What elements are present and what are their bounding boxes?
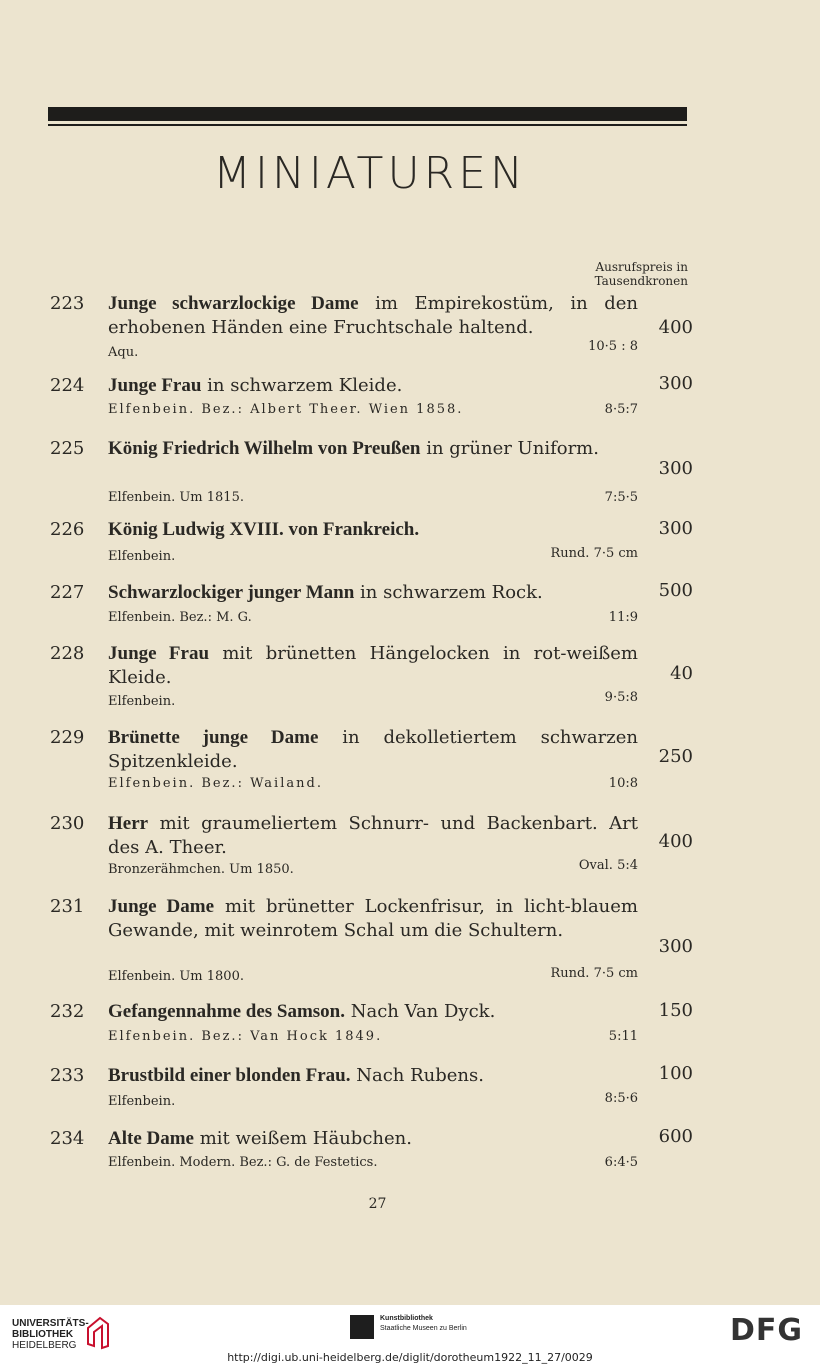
kunstbibliothek-logo-icon xyxy=(350,1315,374,1339)
entry-description xyxy=(108,642,638,690)
entry-meta xyxy=(108,609,638,627)
entry-number: 228 xyxy=(50,643,85,664)
university-library-logo-text xyxy=(12,1318,89,1351)
entry-description xyxy=(108,895,638,943)
entry-price: 400 xyxy=(658,831,693,852)
entry-meta xyxy=(108,690,638,711)
entry-description xyxy=(108,812,638,860)
entry-number: 233 xyxy=(50,1065,85,1086)
entry-dimensions: 11:9 xyxy=(608,610,638,625)
uni-line-1: UNIVERSITÄTS- xyxy=(12,1318,89,1329)
uni-line-2: BIBLIOTHEK xyxy=(12,1329,74,1340)
entry-material: Elfenbein. Modern. Bez.: G. de Festetics. xyxy=(108,1155,378,1170)
entry-title: König Ludwig XVIII. von Frankreich. xyxy=(108,519,420,540)
entry-price: 600 xyxy=(658,1126,693,1147)
entry-title: Junge Frau xyxy=(108,375,202,396)
entry-number: 234 xyxy=(50,1128,85,1149)
entry-dimensions: Rund. 7·5 cm xyxy=(550,966,638,981)
entry-text: in schwarzem Rock. xyxy=(354,582,543,603)
entry-material: Elfenbein. xyxy=(108,549,176,564)
entry-text: Nach Rubens. xyxy=(350,1065,484,1086)
entry-price: 300 xyxy=(658,518,693,539)
header-rule-thin xyxy=(48,124,687,126)
entry-description xyxy=(108,292,638,340)
entry-dimensions: 8·5:7 xyxy=(604,402,638,417)
entry-title: Brünette junge Dame xyxy=(108,727,319,748)
entry-description xyxy=(108,1000,638,1024)
price-header-line-2: Tausendkronen xyxy=(594,274,688,288)
entry-price: 300 xyxy=(658,936,693,957)
header-rule-thick xyxy=(48,107,687,121)
entry-price: 40 xyxy=(670,663,693,684)
entry-title: Gefangennahme des Samson. xyxy=(108,1001,345,1022)
entry-dimensions: 10·5 : 8 xyxy=(588,339,638,354)
entry-dimensions: Rund. 7·5 cm xyxy=(550,546,638,561)
entry-price: 100 xyxy=(658,1063,693,1084)
entry-title: Brustbild einer blonden Frau. xyxy=(108,1065,351,1086)
price-header-line-1: Ausrufspreis in xyxy=(595,260,688,274)
entry-number: 232 xyxy=(50,1001,85,1022)
heidelberg-logo-icon xyxy=(84,1314,112,1350)
entry-price: 400 xyxy=(658,317,693,338)
entry-number: 223 xyxy=(50,293,85,314)
entry-price: 500 xyxy=(658,580,693,601)
entry-material: Elfenbein. xyxy=(108,694,176,709)
entry-material: Elfenbein. Bez.: Wailand. xyxy=(108,776,323,791)
entry-dimensions: 7:5·5 xyxy=(604,490,638,505)
entry-meta xyxy=(108,548,638,566)
price-column-header xyxy=(595,260,688,288)
entry-number: 231 xyxy=(50,896,85,917)
entry-description xyxy=(108,1127,638,1151)
entry-text: mit graumeliertem Schnurr- und Backenbart. Art des A. Theer. xyxy=(108,813,638,858)
entry-material: Elfenbein. Bez.: Van Hock 1849. xyxy=(108,1029,383,1044)
entry-material: Elfenbein. xyxy=(108,1094,176,1109)
entry-dimensions: 9·5:8 xyxy=(604,690,638,705)
entry-dimensions: 10:8 xyxy=(608,776,638,791)
entry-material: Elfenbein. Bez.: Albert Theer. Wien 1858. xyxy=(108,402,464,417)
entry-text: im Empirekostüm, in den erhobenen Händen eine Fruchtschale haltend. xyxy=(108,293,638,338)
kb-line-1: Kunstbibliothek xyxy=(380,1315,433,1322)
entry-dimensions: 8:5·6 xyxy=(604,1091,638,1106)
entry-number: 226 xyxy=(50,519,85,540)
entry-text: in dekolletiertem schwarzen Spitzenkleide. xyxy=(108,727,638,772)
entry-number: 225 xyxy=(50,438,85,459)
entry-dimensions: 5:11 xyxy=(608,1029,638,1044)
entry-price: 300 xyxy=(658,458,693,479)
page-number: 27 xyxy=(368,1196,387,1212)
entry-title: Junge Frau xyxy=(108,643,210,664)
entry-number: 230 xyxy=(50,813,85,834)
entry-description xyxy=(108,581,638,605)
entry-material: Elfenbein. Um 1800. xyxy=(108,969,244,984)
entry-meta xyxy=(108,1028,638,1046)
entry-text: mit weißem Häubchen. xyxy=(194,1128,412,1149)
entry-description xyxy=(108,1064,638,1088)
entry-title: Herr xyxy=(108,813,149,834)
entry-material: Aqu. xyxy=(108,345,139,360)
uni-line-3: HEIDELBERG xyxy=(12,1340,77,1351)
entry-meta xyxy=(108,968,638,986)
entry-text: in grüner Uniform. xyxy=(420,438,599,459)
entry-meta xyxy=(108,858,638,879)
kunstbibliothek-text xyxy=(380,1314,467,1334)
entry-material: Elfenbein. Bez.: M. G. xyxy=(108,610,252,625)
entry-title: Junge schwarzlockige Dame xyxy=(108,293,359,314)
entry-meta xyxy=(108,1093,638,1111)
entry-dimensions: 6:4·5 xyxy=(604,1155,638,1170)
entry-description xyxy=(108,518,638,542)
entry-dimensions: Oval. 5:4 xyxy=(578,858,638,873)
page-title: MINIATUREN xyxy=(213,148,527,199)
entry-text: mit brünetter Lockenfrisur, in licht-blauem Gewande, mit weinrotem Schal um die Schultern. xyxy=(108,896,638,941)
entry-title: König Friedrich Wilhelm von Preußen xyxy=(108,438,421,459)
entry-meta xyxy=(108,401,638,419)
entry-meta xyxy=(108,775,638,793)
entry-price: 150 xyxy=(658,1000,693,1021)
kb-line-2: Staatliche Museen zu Berlin xyxy=(380,1325,467,1332)
entry-title: Schwarzlockiger junger Mann xyxy=(108,582,355,603)
entry-description xyxy=(108,726,638,774)
source-url[interactable]: http://digi.ub.uni-heidelberg.de/diglit/dorotheum1922_11_27/0029 xyxy=(227,1351,593,1364)
entry-title: Junge Dame xyxy=(108,896,215,917)
entry-price: 300 xyxy=(658,373,693,394)
entry-number: 227 xyxy=(50,582,85,603)
entry-number: 229 xyxy=(50,727,85,748)
entry-meta xyxy=(108,339,638,362)
entry-material: Bronzerähmchen. Um 1850. xyxy=(108,862,294,877)
entry-title: Alte Dame xyxy=(108,1128,194,1149)
entry-text: in schwarzem Kleide. xyxy=(201,375,403,396)
dfg-logo: DFG xyxy=(730,1313,804,1348)
entry-description xyxy=(108,374,638,398)
entry-number: 224 xyxy=(50,375,85,396)
entry-description xyxy=(108,437,638,461)
entry-meta xyxy=(108,489,638,507)
entry-material: Elfenbein. Um 1815. xyxy=(108,490,244,505)
entry-text: Nach Van Dyck. xyxy=(345,1001,496,1022)
entry-text: mit brünetten Hängelocken in rot-weißem Kleide. xyxy=(108,643,638,688)
entry-meta xyxy=(108,1154,638,1172)
entry-price: 250 xyxy=(658,746,693,767)
footer-bar xyxy=(0,1305,820,1364)
